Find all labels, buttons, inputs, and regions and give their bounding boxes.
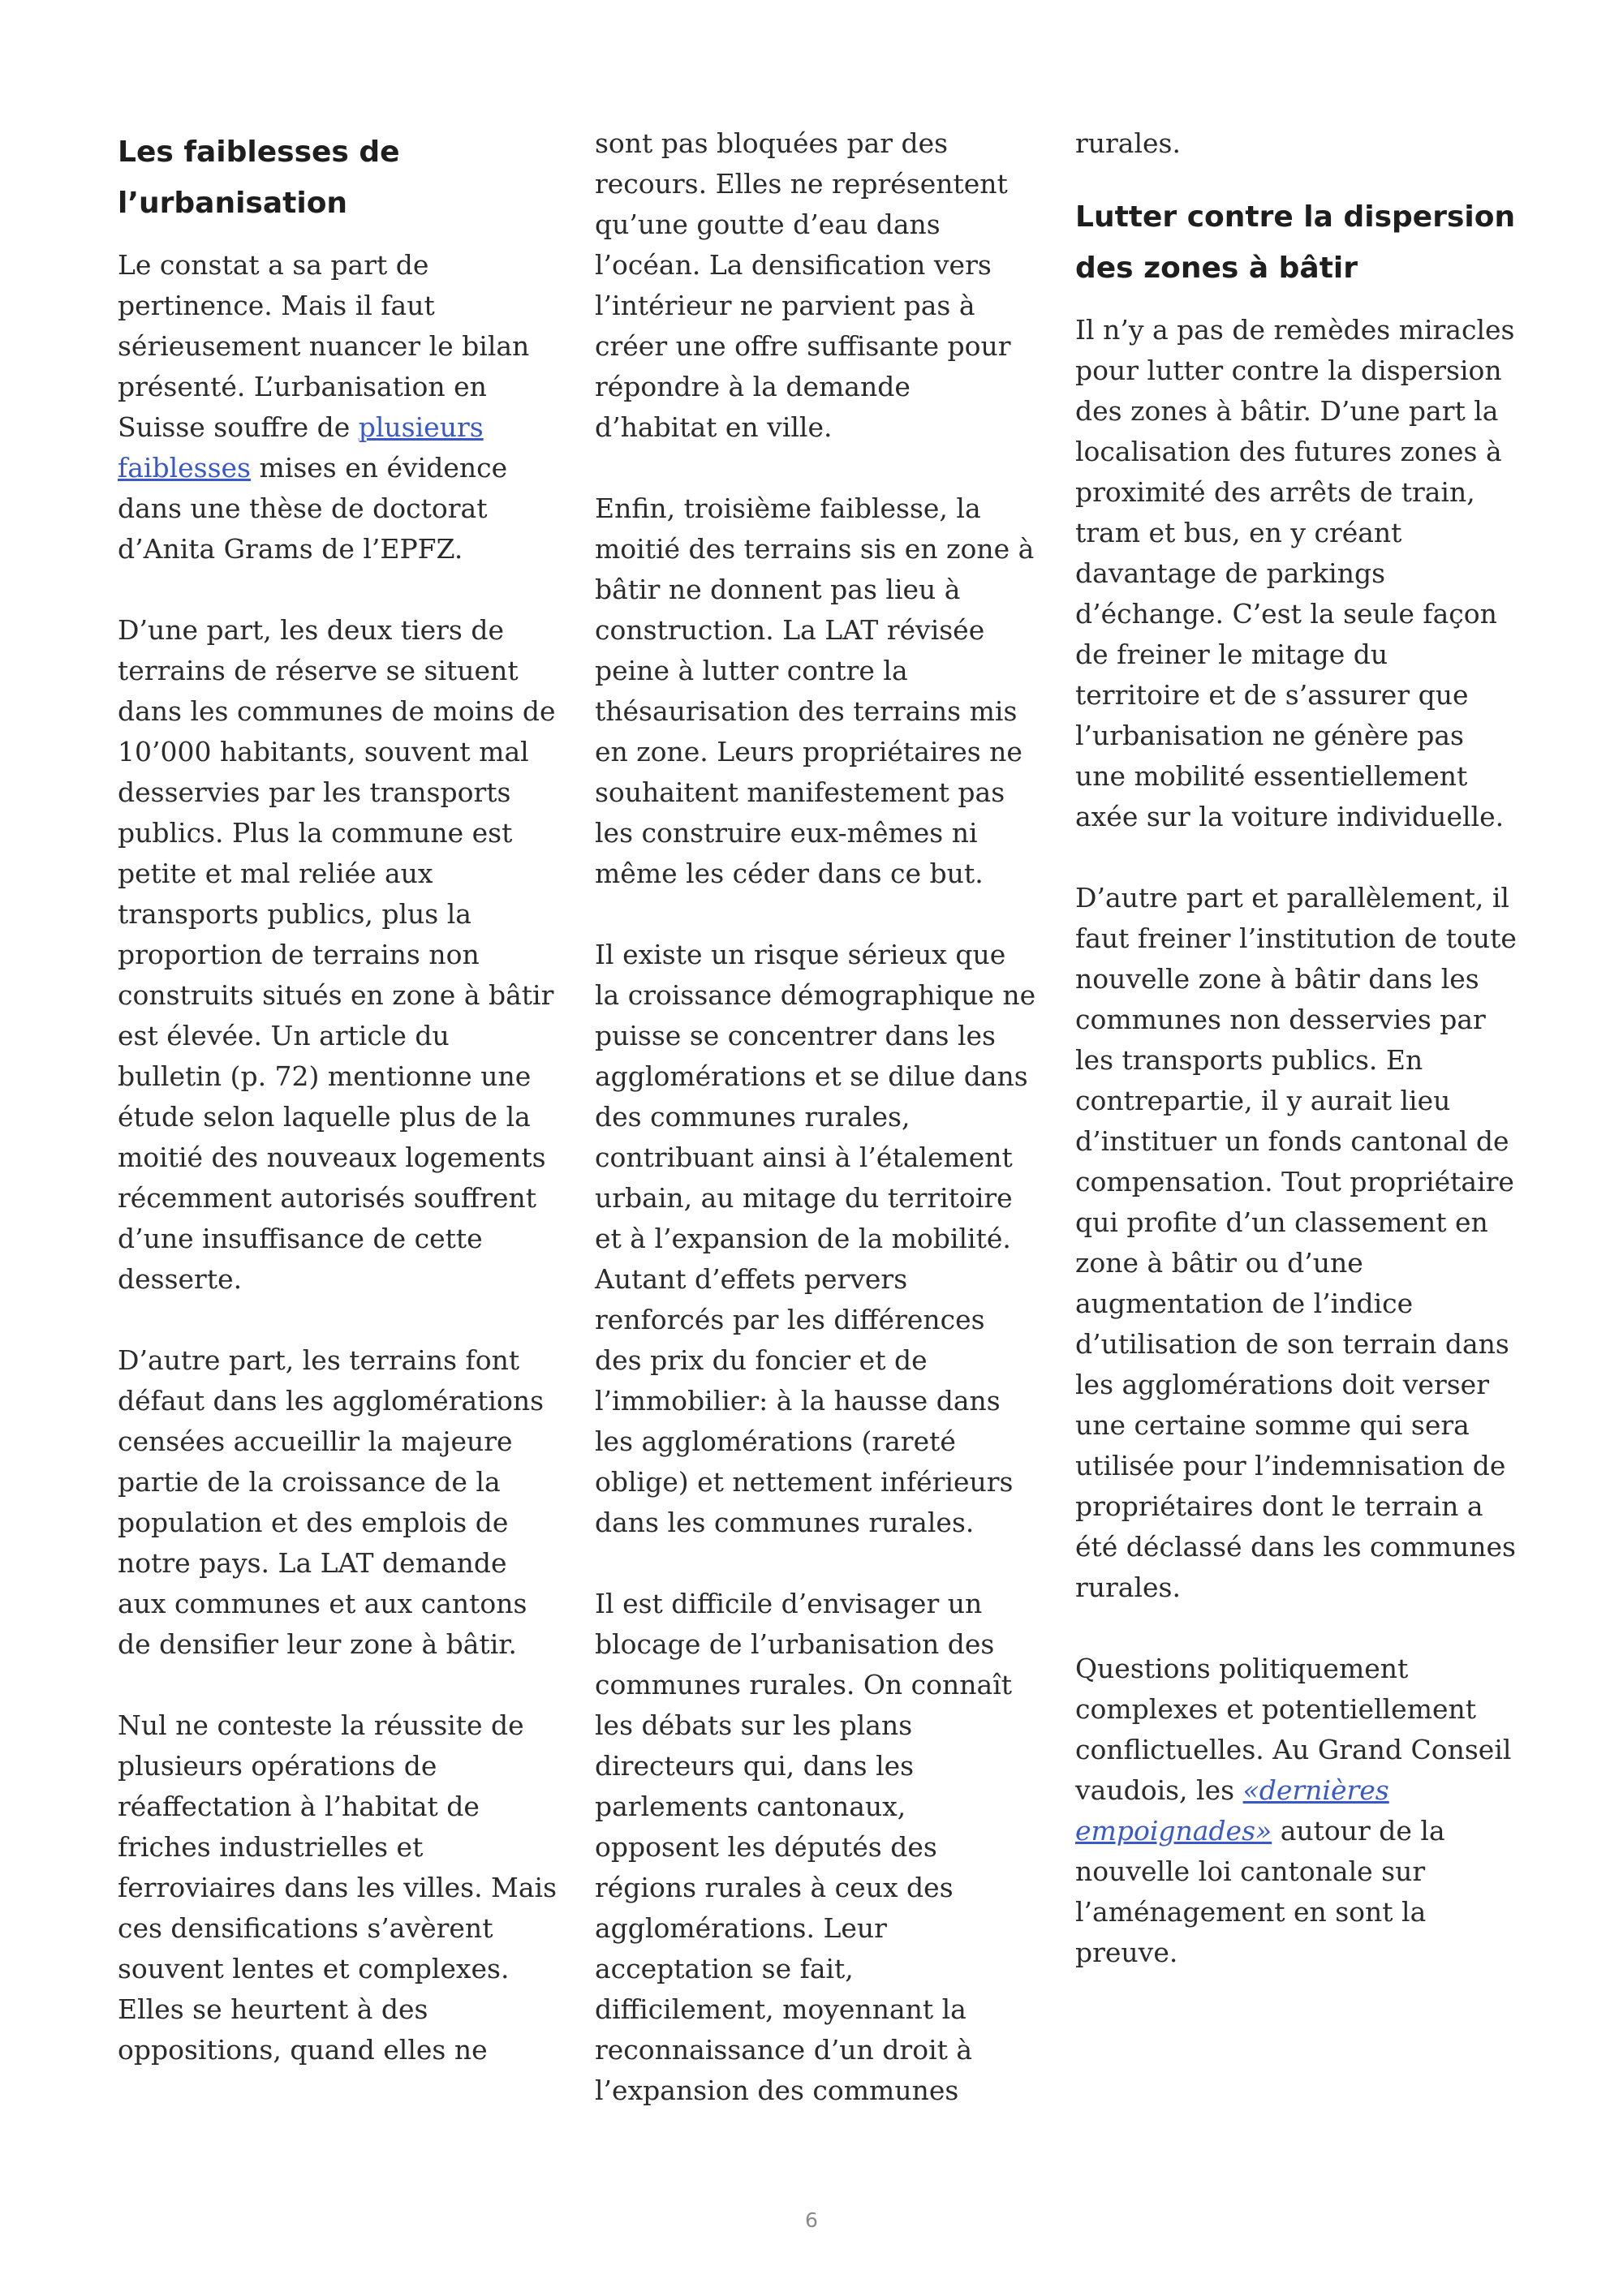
paragraph: Il n’y a pas de remèdes miracles pour lutter contre la dispersion des zones à bâtir. D’une part la localisation des futures zones à proximité des arrêts de train, tram et bus, en y créant davantage de parkings d’échange. C’est la seule façon de freiner le mitage du territoire et de s’assurer que l’urbanisation ne génère pas une mobilité essentiellement axée sur la voiture individuelle. [1075, 314, 1515, 832]
paragraph-text: autour de la nouvelle loi cantonale sur l’aménagement en sont la preuve. [1075, 1815, 1445, 1968]
paragraph-text: Questions politiquement complexes et potentiellement conflictuelles. Au Grand Conseil vaudois, les [1075, 1653, 1512, 1806]
paragraph-text: mises en évidence dans une thèse de doctorat d’Anita Grams de l’EPFZ. [118, 452, 508, 565]
column-2 [595, 123, 1037, 2152]
paragraph: Il est difficile d’envisager un blocage de l’urbanisation des communes rurales. On connaît les débats sur les plans directeurs qui, dans les parlements cantonaux, opposent les députés des régions rurales à ceux des agglomérations. Leur acceptation se fait, difficilement, moyennant la reconnaissance d’un droit à l’expansion des communes [595, 1588, 1013, 2106]
paragraph: D’autre part, les terrains font défaut dans les agglomérations censées accueillir la majeure partie de la croissance de la population et des emplois de notre pays. La LAT demande aux communes et aux cantons de densifier leur zone à bâtir. [118, 1344, 545, 1660]
link-dernieres-empoignades[interactable]: «dernières empoignades» [1075, 1774, 1389, 1847]
section-heading-faiblesses: Les faiblesses de l’urbanisation [118, 135, 400, 220]
paragraph [1075, 1649, 1518, 1973]
paragraph: Nul ne conteste la réussite de plusieurs opérations de réaffectation à l’habitat de friches industrielles et ferroviaires dans les villes. Mais ces densifications s’avèrent souvent lentes et complexes. Elles se heurtent à des oppositions, quand elles ne [118, 1709, 558, 2066]
paragraph [118, 245, 560, 570]
page-number: 6 [805, 2208, 818, 2232]
column-1 [118, 123, 560, 2111]
paragraph: rurales. [1075, 127, 1181, 159]
link-plusieurs-faiblesses[interactable]: plusieurs faiblesses [118, 411, 484, 484]
paragraph-text: Le constat a sa part de pertinence. Mais il faut sérieusement nuancer le bilan présenté. L’urbanisation en Suisse souffre de [118, 249, 530, 443]
paragraph: D’autre part et parallèlement, il faut freiner l’institution de toute nouvelle zone à bâtir dans les communes non desservies par les transports publics. En contrepartie, il y aurait lieu d’instituer un fonds cantonal de compensation. Tout propriétaire qui profite d’un classement en zone à bâtir ou d’une augmentation de l’indice d’utilisation de son terrain dans les agglomérations doit verser une certaine somme qui sera utilisée pour l’indemnisation de propriétaires dont le terrain a été déclassé dans les communes rurales. [1075, 882, 1517, 1603]
paragraph: Il existe un risque sérieux que la croissance démographique ne puisse se concentrer dans les agglomérations et se dilue dans des communes rurales, contribuant ainsi à l’étalement urbain, au mitage du territoire et à l’expansion de la mobilité. Autant d’effets pervers renforcés par les différences des prix du foncier et de l’immobilier: à la hausse dans les agglomérations (rareté oblige) et nettement inférieurs dans les communes rurales. [595, 939, 1036, 1538]
section-heading-dispersion: Lutter contre la dispersion des zones à bâtir [1075, 200, 1516, 285]
paragraph: sont pas bloquées par des recours. Elles ne représentent qu’une goutte d’eau dans l’océan. La densification vers l’intérieur ne parvient pas à créer une offre suffisante pour répondre à la demande d’habitat en ville. [595, 127, 1011, 443]
paragraph: D’une part, les deux tiers de terrains de réserve se situent dans les communes de moins de 10’000 habitants, souvent mal desservies par les transports publics. Plus la commune est petite et mal reliée aux transports publics, plus la proportion de terrains non construits situés en zone à bâtir est élevée. Un article du bulletin (p. 72) mentionne une étude selon laquelle plus de la moitié des nouveaux logements récemment autorisés souffrent d’une insuffisance de cette desserte. [118, 614, 556, 1295]
column-3 [1075, 123, 1518, 2014]
paragraph: Enfin, troisième faiblesse, la moitié des terrains sis en zone à bâtir ne donnent pas lieu à construction. La LAT révisée peine à lutter contre la thésaurisation des terrains mis en zone. Leurs propriétaires ne souhaitent manifestement pas les construire eux-mêmes ni même les céder dans ce but. [595, 492, 1035, 889]
